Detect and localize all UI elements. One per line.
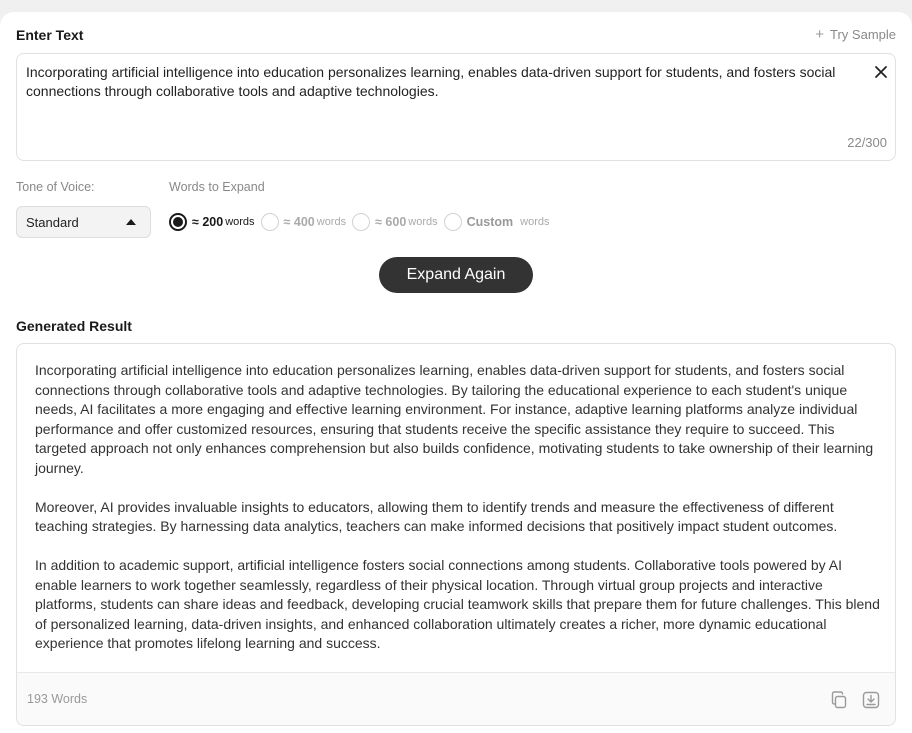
result-text[interactable] [35, 361, 881, 673]
radio-600-words[interactable] [352, 213, 438, 231]
result-paragraph: Incorporating artificial intelligence into education personalizes learning, enables data-driven support for students, and fosters social connections through collaborative tools and adaptive technologies. By tailoring the educational experience to each student's unique needs, AI facilitates a more engaging and effective learning environment. For instance, adaptive learning platforms analyze individual performance and offer customized resources, ensuring that students receive the specific assistance they require to succeed. This targeted approach not only enhances comprehension but also builds confidence, motivating students to take ownership of their learning journey. [35, 362, 874, 476]
word-count-radio-group [169, 212, 556, 232]
copy-icon[interactable] [829, 690, 849, 710]
result-paragraph: Moreover, AI provides invaluable insights to educators, allowing them to identify trends and measure the effectiveness of different teaching strategies. By harnessing data analytics, teachers can make informed decisions that positively impact student outcomes. [35, 498, 838, 534]
radio-button[interactable] [444, 213, 462, 231]
try-sample-button[interactable] [815, 27, 896, 42]
try-sample-label: Try Sample [830, 27, 896, 42]
radio-button[interactable] [352, 213, 370, 231]
tone-label: Tone of Voice: [16, 180, 95, 194]
close-icon[interactable] [873, 64, 889, 80]
caret-up-icon [126, 219, 136, 225]
radio-200-unit: words [225, 216, 255, 228]
radio-button[interactable] [261, 213, 279, 231]
radio-200-words[interactable] [169, 213, 255, 231]
download-icon[interactable] [861, 690, 881, 710]
plus-icon: + [815, 26, 825, 43]
word-count: 193 Words [27, 692, 88, 706]
generated-result-title: Generated Result [16, 318, 132, 334]
character-counter: 22/300 [847, 135, 887, 150]
words-to-expand-label: Words to Expand [169, 180, 265, 194]
radio-400-unit: words [316, 216, 347, 228]
radio-400-value: ≈ 400 [283, 215, 315, 229]
radio-600-value: ≈ 600 [375, 215, 407, 229]
result-paragraph: In addition to academic support, artificial intelligence fosters social connections among students. Collaborative tools powered by AI enable learners to work together seamlessly, regardless of their physical location. Through virtual group projects and interactive platforms, students can share ideas and feedback, developing crucial teamwork skills that prepare them for future challenges. This blend of personalized learning, data-driven insights, and enhanced collaboration ultimately creates a richer, more dynamic educational experience that promotes lifelong learning and success. [35, 557, 880, 651]
tone-select[interactable] [16, 206, 151, 238]
radio-custom-unit: words [520, 216, 550, 228]
tone-select-value: Standard [26, 214, 79, 230]
input-text[interactable]: Incorporating artificial intelligence into education personalizes learning, enables data-driven support for students, and fosters social connections through collaborative tools and adaptive technologies. [26, 64, 836, 99]
enter-text-title: Enter Text [16, 27, 84, 43]
radio-custom-value: Custom [466, 215, 514, 229]
radio-button-checked[interactable] [169, 213, 187, 231]
input-textarea[interactable] [16, 53, 896, 161]
radio-400-words[interactable] [261, 213, 347, 231]
expander-card [0, 12, 912, 733]
result-panel [16, 343, 896, 726]
result-footer [17, 672, 895, 725]
radio-custom-words[interactable] [444, 213, 550, 231]
radio-600-unit: words [408, 216, 438, 228]
expand-again-button[interactable]: Expand Again [379, 257, 533, 293]
radio-200-value: ≈ 200 [192, 215, 224, 229]
